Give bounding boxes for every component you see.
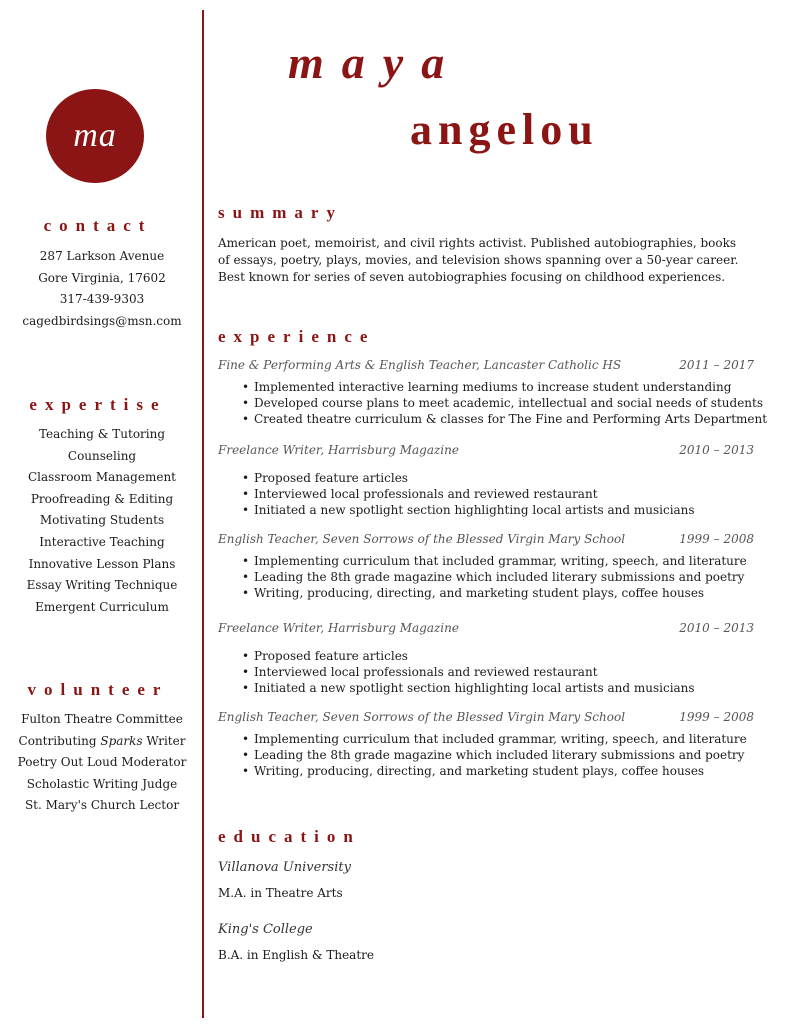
volunteer-list xyxy=(0,709,204,817)
expertise-item: Motivating Students xyxy=(39,513,165,528)
expertise-item: Proofreading & Editing xyxy=(30,491,174,506)
job-header xyxy=(218,358,754,372)
job-entry xyxy=(218,710,754,780)
summary-line: American poet, memoirist, and civil rights activist. Published autobiographies, books xyxy=(218,236,737,250)
job-bullet: • Leading the 8th grade magazine which included literary submissions and poetry xyxy=(218,747,754,763)
job-entry xyxy=(218,358,768,428)
contact-address: 287 Larkson Avenue xyxy=(39,249,165,263)
contact-email: cagedbirdsings@msn.com xyxy=(22,313,182,328)
volunteer-item: Fulton Theatre Committee xyxy=(21,712,183,726)
job-dates: 2010 – 2013 xyxy=(679,443,754,457)
job-bullets xyxy=(218,470,754,519)
expertise-item: Classroom Management xyxy=(27,470,176,485)
contact-heading: contact xyxy=(43,216,153,235)
monogram-badge xyxy=(46,89,144,183)
job-bullet: • Implementing curriculum that included grammar, writing, speech, and literature xyxy=(218,553,754,569)
job-entry xyxy=(218,621,754,697)
job-bullets xyxy=(218,553,754,602)
volunteer-item: Poetry Out Loud Moderator xyxy=(17,755,187,770)
expertise-heading: expertise xyxy=(29,395,167,414)
job-title: Fine & Performing Arts & English Teacher, Lancaster Catholic HS xyxy=(218,358,622,372)
job-title: English Teacher, Seven Sorrows of the Blessed Virgin Mary School xyxy=(218,710,626,724)
expertise-item: Innovative Lesson Plans xyxy=(28,556,176,571)
summary-line: of essays, poetry, plays, movies, and television shows spanning over a 50-year career. xyxy=(218,253,739,267)
contact-list xyxy=(0,246,204,332)
job-bullet: • Proposed feature articles xyxy=(218,470,754,486)
education-school: Villanova University xyxy=(218,860,351,875)
job-bullet: • Interviewed local professionals and reviewed restaurant xyxy=(218,486,754,502)
job-bullet: • Implementing curriculum that included grammar, writing, speech, and literature xyxy=(218,731,754,747)
job-bullet: • Writing, producing, directing, and marketing student plays, coffee houses xyxy=(218,585,754,601)
job-bullet: • Writing, producing, directing, and marketing student plays, coffee houses xyxy=(218,763,754,779)
job-bullet: • Implemented interactive learning mediums to increase student understanding xyxy=(218,379,754,395)
job-bullet: • Developed course plans to meet academic, intellectual and social needs of students xyxy=(218,395,754,411)
job-header xyxy=(218,710,754,724)
education-degree: M.A. in Theatre Arts xyxy=(218,886,343,900)
job-title: Freelance Writer, Harrisburg Magazine xyxy=(218,443,459,457)
job-bullet: • Proposed feature articles xyxy=(218,648,754,664)
volunteer-item-text: Contributing xyxy=(18,733,101,748)
job-dates: 1999 – 2008 xyxy=(679,532,754,546)
contact-phone: 317-439-9303 xyxy=(59,292,145,307)
expertise-item: Interactive Teaching xyxy=(39,534,165,549)
expertise-list xyxy=(0,424,204,618)
volunteer-item-italic: Sparks xyxy=(100,733,143,748)
monogram-text: ma xyxy=(73,117,117,154)
volunteer-item: Scholastic Writing Judge xyxy=(26,776,178,791)
expertise-item: Essay Writing Technique xyxy=(26,578,178,593)
first-name: maya xyxy=(288,37,463,88)
summary-heading: summary xyxy=(218,203,343,222)
job-entry xyxy=(218,443,754,519)
job-dates: 2011 – 2017 xyxy=(679,358,754,372)
job-header xyxy=(218,621,754,635)
job-bullet: • Created theatre curriculum & classes for The Fine and Performing Arts Department xyxy=(218,411,754,427)
job-header xyxy=(218,532,754,546)
job-bullets xyxy=(218,648,754,697)
volunteer-item: St. Mary's Church Lector xyxy=(24,798,180,813)
expertise-item: Emergent Curriculum xyxy=(35,599,169,614)
job-bullet: • Initiated a new spotlight section highlighting local artists and musicians xyxy=(218,502,754,518)
summary-line: Best known for series of seven autobiographies focusing on childhood experiences. xyxy=(218,270,726,284)
volunteer-item-text: Writer xyxy=(142,733,186,748)
job-bullet: • Initiated a new spotlight section highlighting local artists and musicians xyxy=(218,680,754,696)
volunteer-item xyxy=(0,731,204,753)
experience-heading: experience xyxy=(218,327,376,346)
education-degree: B.A. in English & Theatre xyxy=(218,948,374,962)
job-title: English Teacher, Seven Sorrows of the Blessed Virgin Mary School xyxy=(218,532,626,546)
contact-city: Gore Virginia, 17602 xyxy=(38,270,166,285)
job-title: Freelance Writer, Harrisburg Magazine xyxy=(218,621,459,635)
job-bullets xyxy=(218,379,768,428)
expertise-item: Teaching & Tutoring xyxy=(38,427,166,441)
education-heading: education xyxy=(218,827,361,846)
job-header xyxy=(218,443,754,457)
education-school: King's College xyxy=(218,922,313,937)
summary-text xyxy=(218,235,758,286)
expertise-item: Counseling xyxy=(67,448,137,463)
job-entry xyxy=(218,532,754,602)
volunteer-heading: volunteer xyxy=(27,680,169,699)
job-dates: 2010 – 2013 xyxy=(679,621,754,635)
job-bullet: • Leading the 8th grade magazine which included literary submissions and poetry xyxy=(218,569,754,585)
last-name: angelou xyxy=(410,105,599,154)
job-bullets xyxy=(218,731,754,780)
job-dates: 1999 – 2008 xyxy=(679,710,754,724)
job-bullet: • Interviewed local professionals and reviewed restaurant xyxy=(218,664,754,680)
